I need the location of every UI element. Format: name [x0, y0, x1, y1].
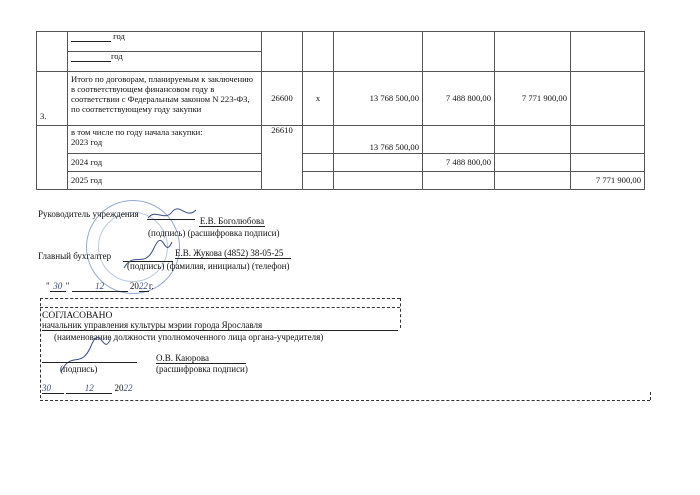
approval-frame-bottom [40, 400, 650, 401]
row-code: 26600 [262, 72, 303, 126]
accountant-label: Главный бухгалтер [38, 251, 112, 261]
value-col3: 7 771 900,00 [495, 72, 571, 126]
head-label: Руководитель учреждения [38, 209, 139, 219]
head-caption: (подпись) (расшифровка подписи) [148, 228, 280, 238]
date-month: 12 [72, 281, 128, 292]
table-row [37, 126, 645, 154]
approval-frame-inner [40, 307, 400, 308]
approval-position: начальник управления культуры мэрии города Ярославля [42, 320, 398, 331]
approval-signature-line [42, 362, 137, 363]
approval-sig-caption: (подпись) [60, 364, 98, 374]
plan-table [36, 31, 645, 190]
table-row [37, 154, 645, 172]
value-col3: 7 771 900,00 [571, 172, 645, 190]
accountant-name: Е.В. Жукова (4852) 38-05-25 [175, 248, 291, 259]
approval-title: СОГЛАСОВАНО [42, 311, 113, 321]
date-line: " 30 " 12 2022г. [46, 281, 154, 291]
value-col2: 7 488 800,00 [423, 154, 495, 172]
year-label: 2023 год [71, 136, 103, 147]
date-day: 30 [50, 281, 66, 292]
table-row [37, 32, 645, 52]
value-col1: 13 768 500,00 [334, 72, 423, 126]
row-label: Итого по договорам, планируемым к заключению в соответствующем финансовом году в соответствии с Федеральным законом N 223-ФЗ, по соответствующему году закупки [68, 72, 262, 126]
date-year: 22 [138, 281, 148, 291]
year-label: 2025 год [68, 172, 262, 190]
head-signature-mark [146, 206, 198, 224]
approval-position-caption: (наименование должности уполномоченного лица органа-учредителя) [54, 332, 324, 342]
approval-frame-right [400, 298, 401, 328]
approval-frame-corner [650, 392, 651, 400]
accountant-caption: (подпись) (фамилия, инициалы) (телефон) [127, 261, 290, 271]
approval-name: О.В. Каюрова [156, 353, 246, 364]
row-x: x [303, 72, 334, 126]
row-number: 3. [37, 72, 68, 126]
approval-date-day: 30 [42, 383, 64, 394]
year-label: год [111, 51, 123, 62]
approval-date: 30 12 2022 [42, 383, 133, 393]
approval-frame-left [40, 298, 41, 398]
value-col2: 7 488 800,00 [423, 72, 495, 126]
approval-date-month: 12 [66, 383, 112, 394]
table-row [37, 172, 645, 190]
year-label: год [113, 31, 125, 42]
row-label: в том числе по году начала закупки: [71, 127, 203, 137]
table-row-total [37, 72, 645, 126]
head-name: Е.В. Боголюбова [199, 216, 265, 226]
approval-name-caption: (расшифровка подписи) [156, 364, 248, 374]
approval-date-year: 22 [123, 383, 133, 393]
value-col1: 13 768 500,00 [334, 126, 423, 154]
approval-frame-top [40, 298, 400, 299]
year-label: 2024 год [68, 154, 262, 172]
row-code: 26610 [262, 126, 303, 190]
